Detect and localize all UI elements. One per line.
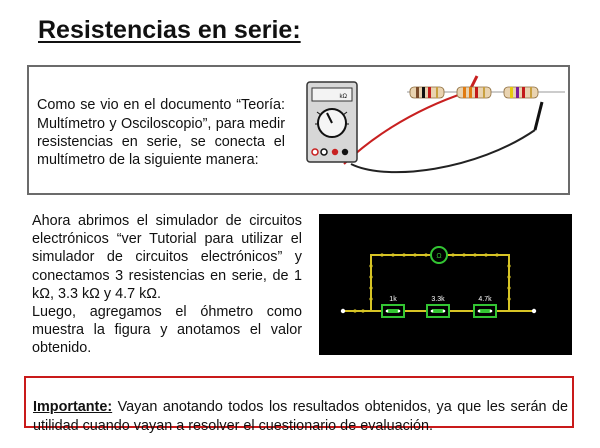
multimeter-illustration [297, 72, 565, 190]
jack-2 [321, 149, 327, 155]
red-probe-lead [344, 92, 467, 164]
jack-3 [332, 149, 338, 155]
resistor-label-3: 4.7k [478, 296, 492, 303]
circuit-simulator-figure [319, 214, 572, 355]
wire-top-right [443, 255, 509, 311]
resistor-label-1: 1k [389, 296, 397, 303]
intro-paragraph: Como se vio en el documento “Teoría: Multímetro y Osciloscopio”, para medir resistencias en serie, se conecta el multímetro de la siguiente manera: [37, 97, 285, 168]
wire-top [371, 255, 435, 311]
black-probe [535, 102, 542, 130]
page-title: Resistencias en serie: [38, 16, 301, 44]
important-note [33, 398, 568, 435]
ohmmeter-symbol: Ω [436, 253, 442, 260]
important-text: Vayan anotando todos los resultados obtenidos, ya que les serán de utilidad cuando vayan a resolver el cuestionario de evaluación. [33, 399, 568, 434]
simulator-paragraph [32, 212, 302, 358]
resistor-3 [504, 87, 538, 98]
multimeter-unit-label: kΩ [339, 94, 347, 100]
terminal-left [341, 309, 345, 313]
simulator-line-1: Ahora abrimos el simulador de circuitos electrónicos “ver Tutorial para utilizar el simulador de circuitos electrónicos” y conectamos 3 resistencias en serie, de 1 kΩ, 3.3 kΩ y 4.7 kΩ. [32, 213, 302, 302]
circuit-resistor-2 [427, 296, 449, 317]
important-label: Importante: [33, 399, 113, 416]
circuit-diagram [319, 214, 572, 355]
jack-4 [342, 149, 348, 155]
simulator-line-2: Luego, agregamos el óhmetro como muestra la figura y anotamos el valor obtenido. [32, 304, 302, 357]
terminal-right [532, 309, 536, 313]
circuit-resistor-1 [382, 296, 404, 317]
resistor-2 [457, 87, 491, 98]
jack-1 [312, 149, 318, 155]
resistor-label-2: 3.3k [431, 296, 445, 303]
resistor-1 [410, 87, 444, 98]
circuit-resistor-3 [474, 296, 496, 317]
